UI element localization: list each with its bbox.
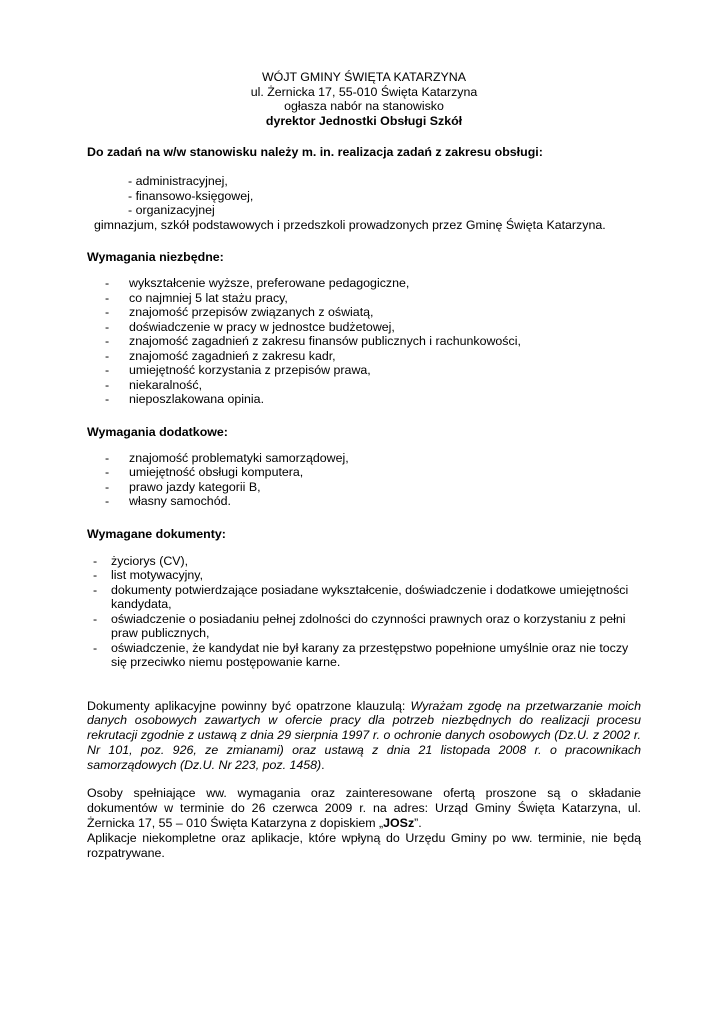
additional-heading: Wymagania dodatkowe: <box>87 424 228 439</box>
list-item <box>87 349 641 364</box>
clause-text: Wyrażam zgodę na przetwarzanie moich danych osobowych zawartych w ofercie pracy dla potrzeb niezbędnych do realizacji procesu rekrutacji zgodnie z ustawą z dnia 29 sierpnia 1997 r. o ochronie danych osobowych (Dz.U. z 2002 r. Nr 101, poz. 926, ze zmianami) oraz ustawą z dnia 21 listopada 2008 r. o pracownikach samorządowych (Dz.U. Nr 223, poz. 1458) <box>87 698 641 772</box>
documents-list <box>87 554 641 670</box>
duties-item: - finansowo-księgowej, <box>128 188 254 203</box>
duties-item: - administracyjnej, <box>128 174 228 188</box>
list-item <box>87 451 641 466</box>
list-item <box>87 305 641 320</box>
list-item-text: co najmniej 5 lat stażu pracy, <box>129 290 288 305</box>
dash-mark: - <box>105 319 110 334</box>
list-item <box>87 378 641 393</box>
dash-mark: - <box>105 290 110 305</box>
duties-heading: Do zadań na w/w stanowisku należy m. in. realizacja zadań z zakresu obsługi: <box>87 145 543 159</box>
clause-end: . <box>321 757 325 772</box>
list-item-text: życiorys (CV), <box>111 553 189 568</box>
list-item-text: dokumenty potwierdzające posiadane wykształcenie, doświadczenie i dodatkowe umiejętności kandydata, <box>111 582 629 611</box>
dash-mark: - <box>105 363 110 377</box>
dash-mark: - <box>105 348 110 363</box>
list-item-text: znajomość zagadnień z zakresu finansów publicznych i rachunkowości, <box>129 334 521 348</box>
submission-code: JOSz <box>383 816 415 831</box>
dash-mark: - <box>105 479 110 494</box>
list-item-text: umiejętność korzystania z przepisów prawa, <box>129 363 371 377</box>
list-item <box>87 465 641 480</box>
list-item <box>87 612 641 641</box>
list-item <box>87 291 641 306</box>
required-list <box>87 276 641 407</box>
list-item-text: znajomość problematyki samorządowej, <box>129 450 349 465</box>
duties-tail: gimnazjum, szkół podstawowych i przedszkoli prowadzonych przez Gminę Święta Katarzyna. <box>94 217 606 232</box>
dash-mark: - <box>105 450 110 465</box>
list-item <box>87 583 641 612</box>
header-address: ul. Żernicka 17, 55-010 Święta Katarzyna <box>250 84 478 99</box>
list-item-text: znajomość zagadnień z zakresu kadr, <box>129 348 336 363</box>
document-page <box>87 70 641 860</box>
list-item-text: umiejętność obsługi komputera, <box>129 465 304 479</box>
header-position: dyrektor Jednostki Obsługi Szkół <box>265 113 463 128</box>
documents-heading: Wymagane dokumenty: <box>87 526 226 541</box>
dash-mark: - <box>93 640 98 655</box>
required-heading: Wymagania niezbędne: <box>87 250 224 264</box>
dash-mark: - <box>105 494 110 508</box>
list-item <box>87 392 641 407</box>
dash-mark: - <box>93 582 98 597</box>
list-item <box>87 480 641 495</box>
list-item-text: znajomość przepisów związanych z oświatą, <box>129 305 374 319</box>
consent-clause <box>87 699 641 773</box>
list-item <box>87 568 641 583</box>
list-item-text: prawo jazdy kategorii B, <box>129 479 261 494</box>
list-item <box>87 641 641 670</box>
dash-mark: - <box>93 553 98 568</box>
submission-end: ”. <box>414 816 422 831</box>
submission-note: Aplikacje niekompletne oraz aplikacje, które wpłyną do Urzędu Gminy po ww. terminie, nie będą rozpatrywane. <box>87 830 641 860</box>
duties-item: - organizacyjnej <box>128 203 215 217</box>
header-authority: WÓJT GMINY ŚWIĘTA KATARZYNA <box>261 70 466 84</box>
list-item <box>87 363 641 378</box>
list-item-text: własny samochód. <box>129 494 231 508</box>
clause-lead: Dokumenty aplikacyjne powinny być opatrzone klauzulą: <box>87 698 411 713</box>
dash-mark: - <box>93 568 98 582</box>
list-item-text: nieposzlakowana opinia. <box>129 392 265 406</box>
dash-mark: - <box>105 465 110 479</box>
list-item-text: oświadczenie, że kandydat nie był karany za przestępstwo popełnione umyślnie oraz nie toczy się przeciwko niemu postępowanie karne. <box>111 640 629 669</box>
list-item <box>87 494 641 509</box>
submission-info <box>87 786 641 830</box>
list-item <box>87 320 641 335</box>
list-item-text: list motywacyjny, <box>111 568 204 582</box>
dash-mark: - <box>105 377 110 392</box>
list-item <box>87 554 641 569</box>
submission-text: Osoby spełniające ww. wymagania oraz zainteresowane ofertą proszone są o składanie dokumentów w terminie do 26 czerwca 2009 r. na adres: Urząd Gminy Święta Katarzyna, ul. Żernicka 17, 55 – 010 Święta Katarzyna z dopiskiem „ <box>87 786 641 831</box>
header-announces: ogłasza nabór na stanowisko <box>284 99 444 113</box>
dash-mark: - <box>105 276 110 290</box>
list-item <box>87 276 641 291</box>
list-item-text: doświadczenie w pracy w jednostce budżetowej, <box>129 319 395 334</box>
announcement-header <box>87 70 641 128</box>
list-item-text: wykształcenie wyższe, preferowane pedagogiczne, <box>129 276 410 290</box>
list-item-text: oświadczenie o posiadaniu pełnej zdolności do czynności prawnych oraz o korzystaniu z pełni praw publicznych, <box>111 611 626 640</box>
dash-mark: - <box>93 611 98 626</box>
additional-list <box>87 451 641 509</box>
dash-mark: - <box>105 392 110 406</box>
duties-list <box>87 174 641 218</box>
list-item <box>87 334 641 349</box>
dash-mark: - <box>105 305 110 319</box>
list-item-text: niekaralność, <box>129 377 203 392</box>
dash-mark: - <box>105 334 110 348</box>
